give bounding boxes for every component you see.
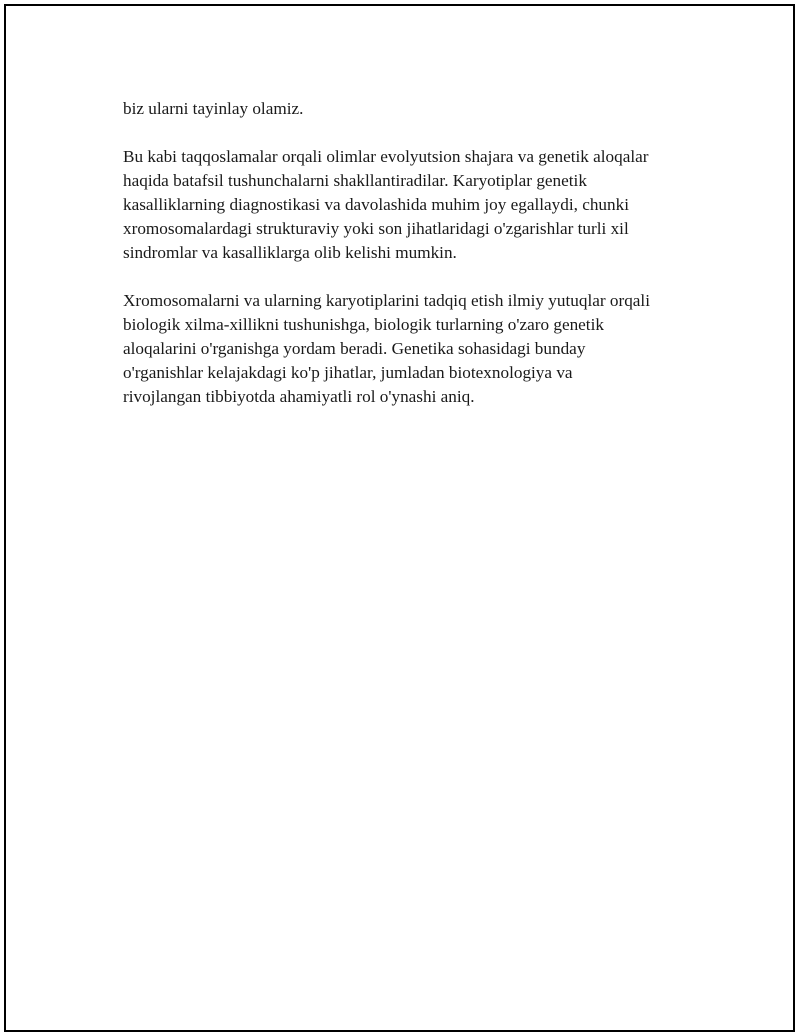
page-body bbox=[123, 97, 723, 433]
paragraph-comparisons: Bu kabi taqqoslamalar orqali olimlar evolyutsion shajara va genetik aloqalar haqida batafsil tushunchalarni shakllantiradilar. Karyotiplar genetik kasalliklarning diagnostikasi va davolashida muhim joy egallaydi, chunki xromosomalardagi strukturaviy yoki son jihatlaridagi o'zgarishlar turli xil sindromlar va kasalliklarga olib kelishi mumkin. bbox=[123, 147, 649, 262]
document-page bbox=[4, 4, 795, 1032]
paragraph-continuation: biz ularni tayinlay olamiz. bbox=[123, 99, 304, 118]
paragraph-research: Xromosomalarni va ularning karyotiplarini tadqiq etish ilmiy yutuqlar orqali biologik xilma-xillikni tushunishga, biologik turlarning o'zaro genetik aloqalarini o'rganishga yordam beradi. Genetika sohasidagi bunday o'rganishlar kelajakdagi ko'p jihatlar, jumladan biotexnologiya va rivojlangan tibbiyotda ahamiyatli rol o'ynashi aniq. bbox=[123, 291, 650, 406]
